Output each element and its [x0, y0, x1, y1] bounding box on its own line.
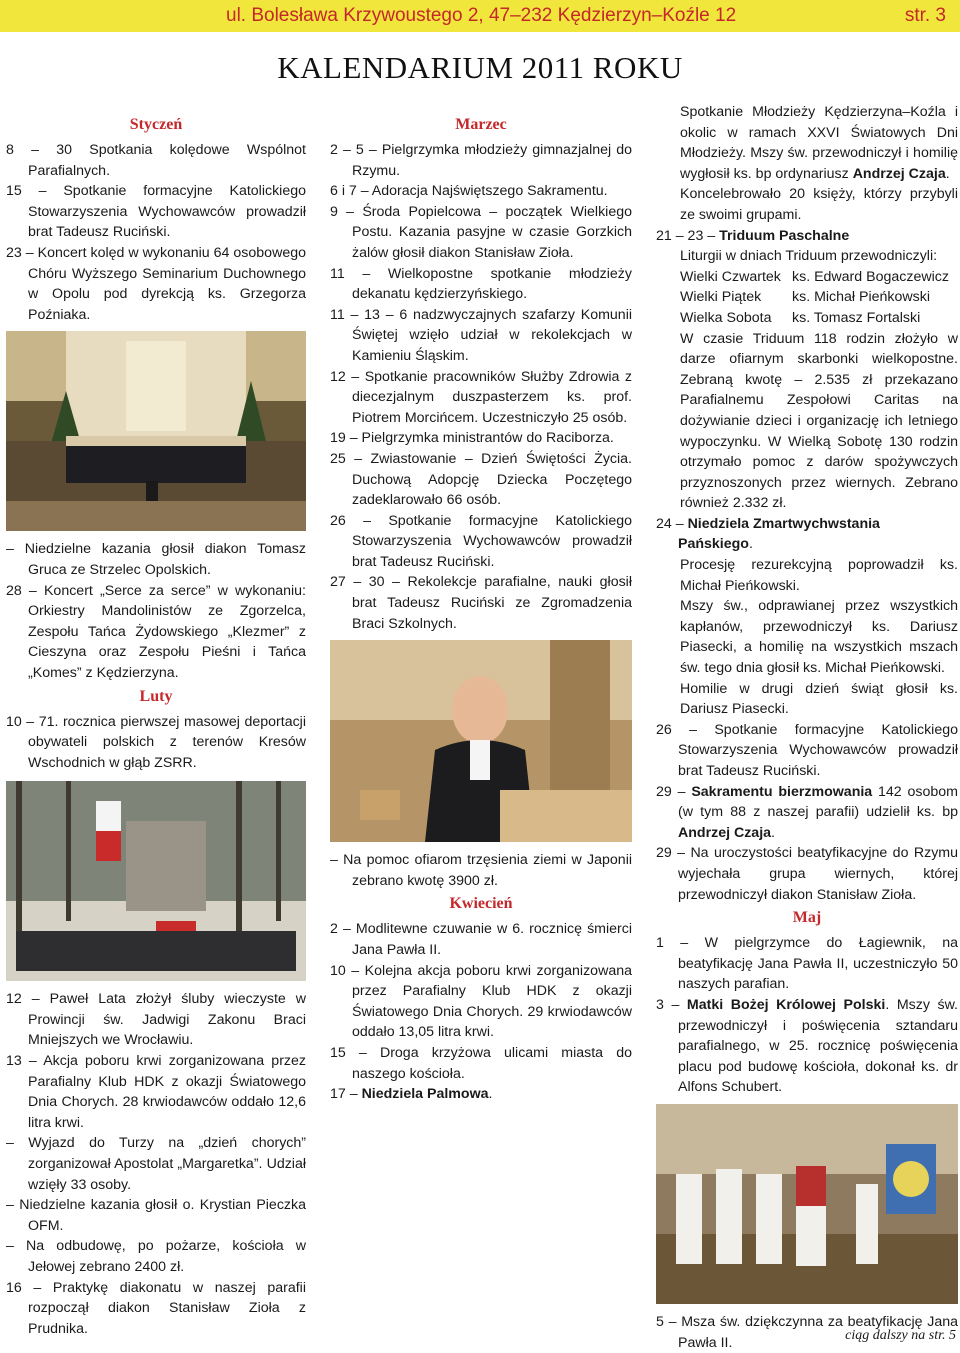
entry: 15 – Spotkanie formacyjne Katolickiego Stowarzyszenia Wychowawców prowadził brat Tadeusz Ruciński.: [6, 183, 306, 241]
column-january-february: [6, 112, 306, 1339]
entry: 17 – Niedziela Palmowa.: [330, 1086, 493, 1103]
entry: 1 – W pielgrzymce do Łagiewnik, na beatyfikację Jana Pawła II, uczestniczyło 50 naszych parafian.: [656, 935, 958, 993]
entry: 11 – Wielkopostne spotkanie młodzieży dekanatu kędzierzyńskiego.: [330, 265, 632, 303]
entry: – Niedzielne kazania głosił diakon Tomasz Gruca ze Strzelec Opolskich.: [6, 541, 306, 578]
header-address: ul. Bolesława Krzywoustego 2, 47–232 Kędzierzyn–Koźle 12: [226, 5, 737, 26]
entry: 12 – Spotkanie pracowników Służby Zdrowia z diecezjalnym duszpasterzem ks. prof. Piotrem Morcińcem. Uczestniczyło 25 osób.: [330, 368, 632, 426]
photo-choir-concert: [6, 331, 306, 531]
entry: 10 – 71. rocznica pierwszej masowej deportacji obywateli polskich z terenów Kresów Wschodnich w głąb ZSRR.: [6, 713, 306, 771]
entry: – Niedzielne kazania głosił o. Krystian Pieczka OFM.: [6, 1197, 306, 1234]
entry: 19 – Pielgrzymka ministrantów do Raciborza.: [330, 430, 614, 447]
entry: 23 – Koncert kolęd w wykonaniu 64 osobowego Chóru Wyższego Seminarium Duchownego w Opolu pod dyrekcją ks. Grzegorza Poźniaka.: [6, 244, 306, 323]
month-heading-may: Maj: [792, 909, 822, 927]
entry: Liturgii w dniach Triduum przewodniczyli:: [680, 248, 938, 265]
triduum-row: Wielki Piątek ks. Michał Pieńkowski: [680, 289, 930, 306]
entry: 27 – 30 – Rekolekcje parafialne, nauki głosił brat Tadeusz Ruciński ze Zgromadzenia Braci Szkolnych.: [330, 574, 632, 632]
continued-note: ciąg dalszy na str. 5: [845, 1328, 956, 1343]
column-april-may: [656, 102, 958, 1353]
month-heading-february: Luty: [139, 687, 173, 705]
triduum-row: Wielka Sobota ks. Tomasz Fortalski: [680, 309, 921, 326]
entry: – Na odbudowę, po pożarze, kościoła w Jełowej zebrano 2400 zł.: [6, 1238, 306, 1275]
entry: 9 – Środa Popielcowa – początek Wielkiego Postu. Kazania pasyjne w czasie Gorzkich żalów głosił diakon Stanisław Zioła.: [330, 203, 632, 261]
entry: 26 – Spotkanie formacyjne Katolickiego Stowarzyszenia Wychowawców prowadził brat Tadeusz Ruciński.: [330, 512, 632, 570]
page-title: KALENDARIUM 2011 ROKU: [277, 50, 683, 85]
photo-priest-preaching: [330, 640, 632, 842]
entry: 2 – 5 – Pielgrzymka młodzieży gimnazjalnej do Rzymu.: [330, 142, 632, 179]
month-heading-april: Kwiecień: [449, 895, 513, 913]
entry: 24 – Niedziela Zmartwychwstania Pańskiego.: [656, 515, 880, 553]
entry: Procesję rezurekcyjną poprowadził ks. Michał Pieńkowski.: [680, 557, 958, 594]
entry: 16 – Praktykę diakonatu w naszej parafii rozpoczął diakon Stanisław Zioła z Prudnika.: [6, 1279, 306, 1337]
entry: 8 – 30 Spotkania kolędowe Wspólnot Parafialnych.: [6, 142, 306, 179]
page-number: str. 3: [904, 5, 946, 26]
month-heading-january: Styczeń: [129, 116, 183, 133]
month-heading-march: Marzec: [455, 116, 507, 133]
entry: 2 – Modlitewne czuwanie w 6. rocznicę śmierci Jana Pawła II.: [330, 921, 632, 959]
entry: 21 – 23 – Triduum Paschalne: [656, 227, 850, 244]
entry: 3 – Matki Bożej Królowej Polski. Mszy św. przewodniczył i poświęcenia sztandaru parafialnego, w 25. rocznicę poświęcenia placu pod budowę kościoła, dokonał ks. dr Alfons Schubert.: [656, 996, 958, 1096]
entry: Spotkanie Młodzieży Kędzierzyna–Koźla i okolic w ramach XXVI Światowych Dni Młodzieży. Mszy św. przewodniczył i homilię wygłosił ks. bp ordynariusz Andrzej Czaja.: [680, 104, 958, 182]
photo-memorial-ceremony: [6, 781, 306, 981]
entry: 12 – Paweł Lata złożył śluby wieczyste w Prowincji św. Jadwigi Zakonu Braci Mniejszych we Wrocławiu.: [6, 991, 306, 1049]
header-bar: [0, 0, 960, 32]
entry: 13 – Akcja poboru krwi zorganizowana przez Parafialny Klub HDK z okazji Światowego Dnia Chorych. 28 krwiodawców oddało 12,6 litra krwi.: [6, 1053, 306, 1131]
entry: 5 – Msza św. dziękczynna za beatyfikację Jana Pawła II.: [656, 1313, 958, 1351]
entry: Mszy św., odprawianej przez wszystkich kapłanów, przewodniczył ks. Dariusz Piasecki, a homilię na wszystkich mszach św. tego dnia głosił ks. Michał Pieńkowski.: [680, 598, 958, 677]
triduum-list: [656, 267, 958, 329]
entry: – Na pomoc ofiarom trzęsienia ziemi w Japonii zebrano kwotę 3900 zł.: [330, 852, 632, 889]
entry: 11 – 13 – 6 nadzwyczajnych szafarzy Komunii Świętej wzięło udział w rekolekcjach w Kamieniu Śląskim.: [330, 306, 632, 364]
column-march-april: [330, 112, 632, 1105]
entry: W czasie Triduum 118 rodzin złożyło w darze ofiarnym skarbonki wielkopostne. Zebraną kwotę – 2.535 zł przekazano Parafialnemu Zespołowi Caritas na dożywianie dzieci i organizację ich letniego wypoczynku. W Wielką Sobotę 130 rodzin otrzymało pomoc z darów spożywczych przyznoszonych przez wiernych. Zebrano również 2.332 zł.: [680, 330, 958, 512]
entry: 29 – Na uroczystości beatyfikacyjne do Rzymu wyjechała grupa wiernych, której przewodniczył diakon Stanisław Zioła.: [656, 845, 958, 903]
entry: Homilie w drugi dzień świąt głosił ks. Dariusz Piasecki.: [680, 680, 958, 718]
entry: 26 – Spotkanie formacyjne Katolickiego Stowarzyszenia Wychowawców prowadził brat Tadeusz Ruciński.: [656, 721, 958, 779]
entry: Koncelebrowało 20 księży, którzy przybyli ze swoimi grupami.: [680, 186, 958, 223]
entry: – Wyjazd do Turzy na „dzień chorych” zorganizował Apostolat „Margaretka”. Udział wzięły 33 osoby.: [6, 1135, 306, 1193]
entry: 15 – Droga krzyżowa ulicami miasta do naszego kościoła.: [330, 1045, 632, 1082]
entry: 10 – Kolejna akcja poboru krwi zorganizowana przez Parafialny Klub HDK z okazji Światowego Dnia Chorych. 29 krwiodawców oddało 13,05 litra krwi.: [330, 962, 632, 1041]
entry: 28 – Koncert „Serce za serce” w wykonaniu: Orkiestry Mandolinistów ze Zgorzelca, Zespołu Tańca Żydowskiego „Klezmer” z Cieszyna oraz Zespołu Pieśni i Tańca „Komes” z Kędzierzyna.: [6, 582, 306, 681]
triduum-row: Wielki Czwartek ks. Edward Bogaczewicz: [680, 268, 949, 285]
entry: 29 – Sakramentu bierzmowania 142 osobom (w tym 88 z naszej parafii) udzielił ks. bp Andrzej Czaja.: [656, 783, 959, 841]
entry: 6 i 7 – Adoracja Najświętszego Sakramentu.: [330, 183, 608, 200]
entry: 25 – Zwiastowanie – Dzień Świętości Życia. Duchową Adopcję Dziecka Poczętego zadeklarowało 66 osób.: [330, 450, 632, 509]
photo-mass-celebration: [656, 1104, 958, 1304]
